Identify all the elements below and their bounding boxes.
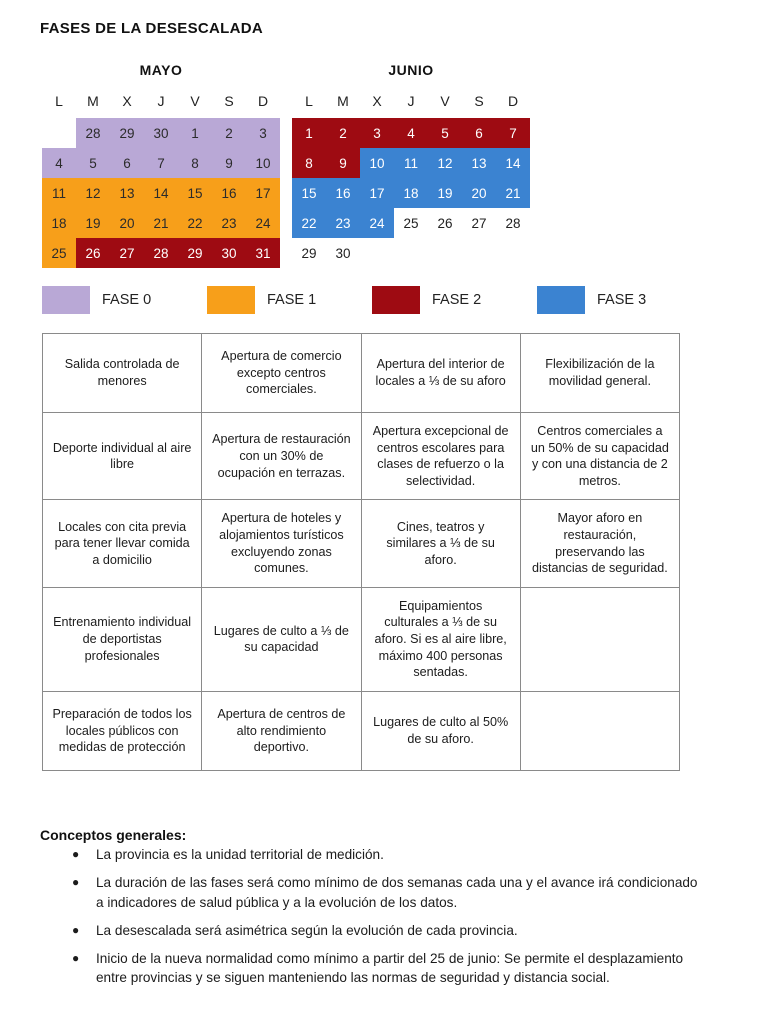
table-row — [43, 691, 680, 770]
calendar-junio-weekday: V — [440, 93, 450, 109]
calendar-junio-day: 17 — [360, 178, 394, 208]
calendar-junio-day: 29 — [301, 245, 317, 261]
calendar-junio-weekday: M — [337, 93, 349, 109]
list-item-text: Inicio de la nueva normalidad como mínimo a partir del 25 de junio: Se permite el desplazamiento entre provincias y se siguen manteniendo las normas de seguridad y distancia social. — [96, 951, 684, 986]
calendar-junio-day-empty — [462, 238, 496, 268]
calendar-mayo-weekday: L — [55, 93, 63, 109]
calendar-mayo-day: 17 — [246, 178, 280, 208]
calendar-junio-day: 20 — [462, 178, 496, 208]
calendar-junio-day-empty — [360, 238, 394, 268]
calendar-mayo-day: 25 — [42, 238, 76, 268]
legend-item — [537, 286, 702, 314]
measure-cell: Apertura de centros de alto rendimiento deportivo. — [202, 691, 361, 770]
calendar-junio-day: 30 — [335, 245, 351, 261]
calendar-junio-day: 24 — [360, 208, 394, 238]
calendar-junio-day: 19 — [428, 178, 462, 208]
calendar-junio-day: 21 — [496, 178, 530, 208]
phase-legend — [42, 286, 702, 314]
calendar-junio-day: 16 — [326, 178, 360, 208]
calendar-mayo — [42, 62, 280, 268]
calendar-junio — [292, 62, 530, 268]
calendar-junio-day: 6 — [462, 118, 496, 148]
legend-item — [207, 286, 372, 314]
calendar-mayo-weekday: D — [257, 93, 269, 109]
calendar-junio-weekday: L — [305, 93, 313, 109]
calendar-mayo-day: 4 — [42, 148, 76, 178]
calendar-junio-weekday: J — [407, 93, 415, 109]
calendar-mayo-weekday: M — [87, 93, 99, 109]
calendar-junio-title: JUNIO — [388, 62, 434, 78]
calendar-junio-day: 8 — [292, 148, 326, 178]
calendar-junio-day: 12 — [428, 148, 462, 178]
legend-label: FASE 0 — [102, 292, 152, 308]
legend-label: FASE 1 — [267, 292, 317, 308]
legend-item — [372, 286, 537, 314]
calendar-mayo-day: 26 — [76, 238, 110, 268]
calendar-junio-day: 18 — [394, 178, 428, 208]
measure-cell: Entrenamiento individual de deportistas profesionales — [43, 587, 202, 691]
table-row — [43, 334, 680, 413]
calendar-junio-day: 13 — [462, 148, 496, 178]
table-row — [43, 587, 680, 691]
calendar-mayo-day: 19 — [76, 208, 110, 238]
measure-cell: Apertura de restauración con un 30% de ocupación en terrazas. — [202, 413, 361, 500]
measure-cell: Locales con cita previa para tener llevar comida a domicilio — [43, 500, 202, 587]
legend-label: FASE 3 — [597, 292, 647, 308]
calendar-mayo-weekday: X — [122, 93, 132, 109]
table-row — [43, 500, 680, 587]
calendar-mayo-day: 12 — [76, 178, 110, 208]
table-row — [43, 413, 680, 500]
measure-cell: Equipamientos culturales a ⅓ de su aforo. Si es al aire libre, máximo 400 personas sentadas. — [361, 587, 520, 691]
measures-table — [42, 333, 680, 771]
calendar-mayo-weekday: V — [190, 93, 200, 109]
calendar-junio-days — [292, 118, 530, 268]
bullet-icon: ● — [72, 922, 80, 937]
list-item-text: La duración de las fases será como mínimo de dos semanas cada una y el avance irá condicionado a indicadores de salud pública y a la evolución de los datos. — [96, 875, 698, 910]
calendar-mayo-day: 28 — [144, 238, 178, 268]
calendar-junio-day: 9 — [326, 148, 360, 178]
calendar-mayo-day: 28 — [76, 118, 110, 148]
calendar-junio-day: 10 — [360, 148, 394, 178]
legend-color-swatch — [372, 286, 420, 314]
calendar-junio-day-empty — [428, 238, 462, 268]
measure-cell: Mayor aforo en restauración, preservando las distancias de seguridad. — [520, 500, 679, 587]
calendar-mayo-day: 30 — [144, 118, 178, 148]
calendar-mayo-day: 14 — [144, 178, 178, 208]
list-item — [64, 949, 704, 988]
concepts-list — [64, 845, 704, 997]
calendar-mayo-day: 29 — [178, 238, 212, 268]
calendar-mayo-day: 23 — [212, 208, 246, 238]
calendar-mayo-day: 1 — [178, 118, 212, 148]
calendar-mayo-days — [42, 118, 280, 268]
calendar-mayo-weekday-header — [42, 88, 280, 114]
measure-cell: Apertura de hoteles y alojamientos turísticos excluyendo zonas comunes. — [202, 500, 361, 587]
calendar-junio-day: 15 — [292, 178, 326, 208]
calendar-mayo-title: MAYO — [139, 62, 183, 78]
legend-color-swatch — [537, 286, 585, 314]
list-item — [64, 921, 704, 940]
measure-cell: Apertura excepcional de centros escolares para clases de refuerzo o la selectividad. — [361, 413, 520, 500]
bullet-icon: ● — [72, 847, 80, 861]
calendar-junio-day: 4 — [394, 118, 428, 148]
bullet-icon: ● — [72, 951, 80, 966]
measure-cell: Apertura del interior de locales a ⅓ de su aforo — [361, 334, 520, 413]
legend-item — [42, 286, 207, 314]
calendar-junio-day: 1 — [292, 118, 326, 148]
calendar-mayo-weekday: J — [157, 93, 165, 109]
list-item-text: La provincia es la unidad territorial de medición. — [96, 847, 384, 862]
calendar-mayo-day: 29 — [110, 118, 144, 148]
calendar-mayo-day: 30 — [212, 238, 246, 268]
calendar-mayo-day: 11 — [42, 178, 76, 208]
measure-cell-empty — [520, 587, 679, 691]
measure-cell: Flexibilización de la movilidad general. — [520, 334, 679, 413]
bullet-icon: ● — [72, 875, 80, 890]
calendar-junio-weekday: D — [507, 93, 519, 109]
list-item — [64, 845, 704, 864]
calendar-mayo-weekday: S — [224, 93, 234, 109]
calendar-mayo-day: 3 — [246, 118, 280, 148]
calendar-junio-weekday-header — [292, 88, 530, 114]
legend-label: FASE 2 — [432, 292, 482, 308]
measure-cell: Preparación de todos los locales públicos con medidas de protección — [43, 691, 202, 770]
calendar-mayo-day: 20 — [110, 208, 144, 238]
calendar-mayo-day: 16 — [212, 178, 246, 208]
calendar-mayo-day: 5 — [76, 148, 110, 178]
calendar-junio-day: 5 — [428, 118, 462, 148]
calendar-junio-day: 7 — [496, 118, 530, 148]
calendar-junio-day: 14 — [496, 148, 530, 178]
calendar-junio-day: 25 — [403, 215, 419, 231]
calendar-mayo-day: 15 — [178, 178, 212, 208]
calendar-mayo-day-empty — [42, 118, 76, 148]
measure-cell: Lugares de culto al 50% de su aforo. — [361, 691, 520, 770]
calendar-junio-day: 22 — [292, 208, 326, 238]
calendar-junio-day: 27 — [471, 215, 487, 231]
calendar-junio-weekday: S — [474, 93, 484, 109]
measure-cell: Deporte individual al aire libre — [43, 413, 202, 500]
calendar-mayo-day: 6 — [110, 148, 144, 178]
measure-cell: Centros comerciales a un 50% de su capacidad y con una distancia de 2 metros. — [520, 413, 679, 500]
legend-color-swatch — [42, 286, 90, 314]
calendar-mayo-day: 13 — [110, 178, 144, 208]
legend-color-swatch — [207, 286, 255, 314]
calendar-mayo-day: 9 — [212, 148, 246, 178]
calendar-junio-day: 3 — [360, 118, 394, 148]
calendar-junio-weekday: X — [372, 93, 382, 109]
calendar-mayo-day: 10 — [246, 148, 280, 178]
calendar-junio-day: 11 — [394, 148, 428, 178]
calendar-mayo-day: 2 — [212, 118, 246, 148]
measure-cell: Salida controlada de menores — [43, 334, 202, 413]
calendar-mayo-day: 22 — [178, 208, 212, 238]
measure-cell-empty — [520, 691, 679, 770]
measure-cell: Cines, teatros y similares a ⅓ de su aforo. — [361, 500, 520, 587]
list-item — [64, 873, 704, 912]
calendar-mayo-day: 18 — [42, 208, 76, 238]
calendar-junio-day-empty — [496, 238, 530, 268]
calendar-mayo-day: 27 — [110, 238, 144, 268]
page-title: FASES DE LA DESESCALADA — [40, 20, 264, 37]
measure-cell: Lugares de culto a ⅓ de su capacidad — [202, 587, 361, 691]
measure-cell: Apertura de comercio excepto centros comerciales. — [202, 334, 361, 413]
calendar-mayo-day: 24 — [246, 208, 280, 238]
calendar-mayo-day: 8 — [178, 148, 212, 178]
calendar-mayo-day: 31 — [246, 238, 280, 268]
calendar-mayo-day: 21 — [144, 208, 178, 238]
calendar-junio-day-empty — [394, 238, 428, 268]
calendar-junio-day: 28 — [505, 215, 521, 231]
calendar-junio-day: 2 — [326, 118, 360, 148]
concepts-title: Conceptos generales: — [40, 827, 187, 843]
calendar-junio-day: 26 — [437, 215, 453, 231]
list-item-text: La desescalada será asimétrica según la evolución de cada provincia. — [96, 922, 518, 938]
calendar-junio-day: 23 — [326, 208, 360, 238]
calendar-mayo-day: 7 — [144, 148, 178, 178]
